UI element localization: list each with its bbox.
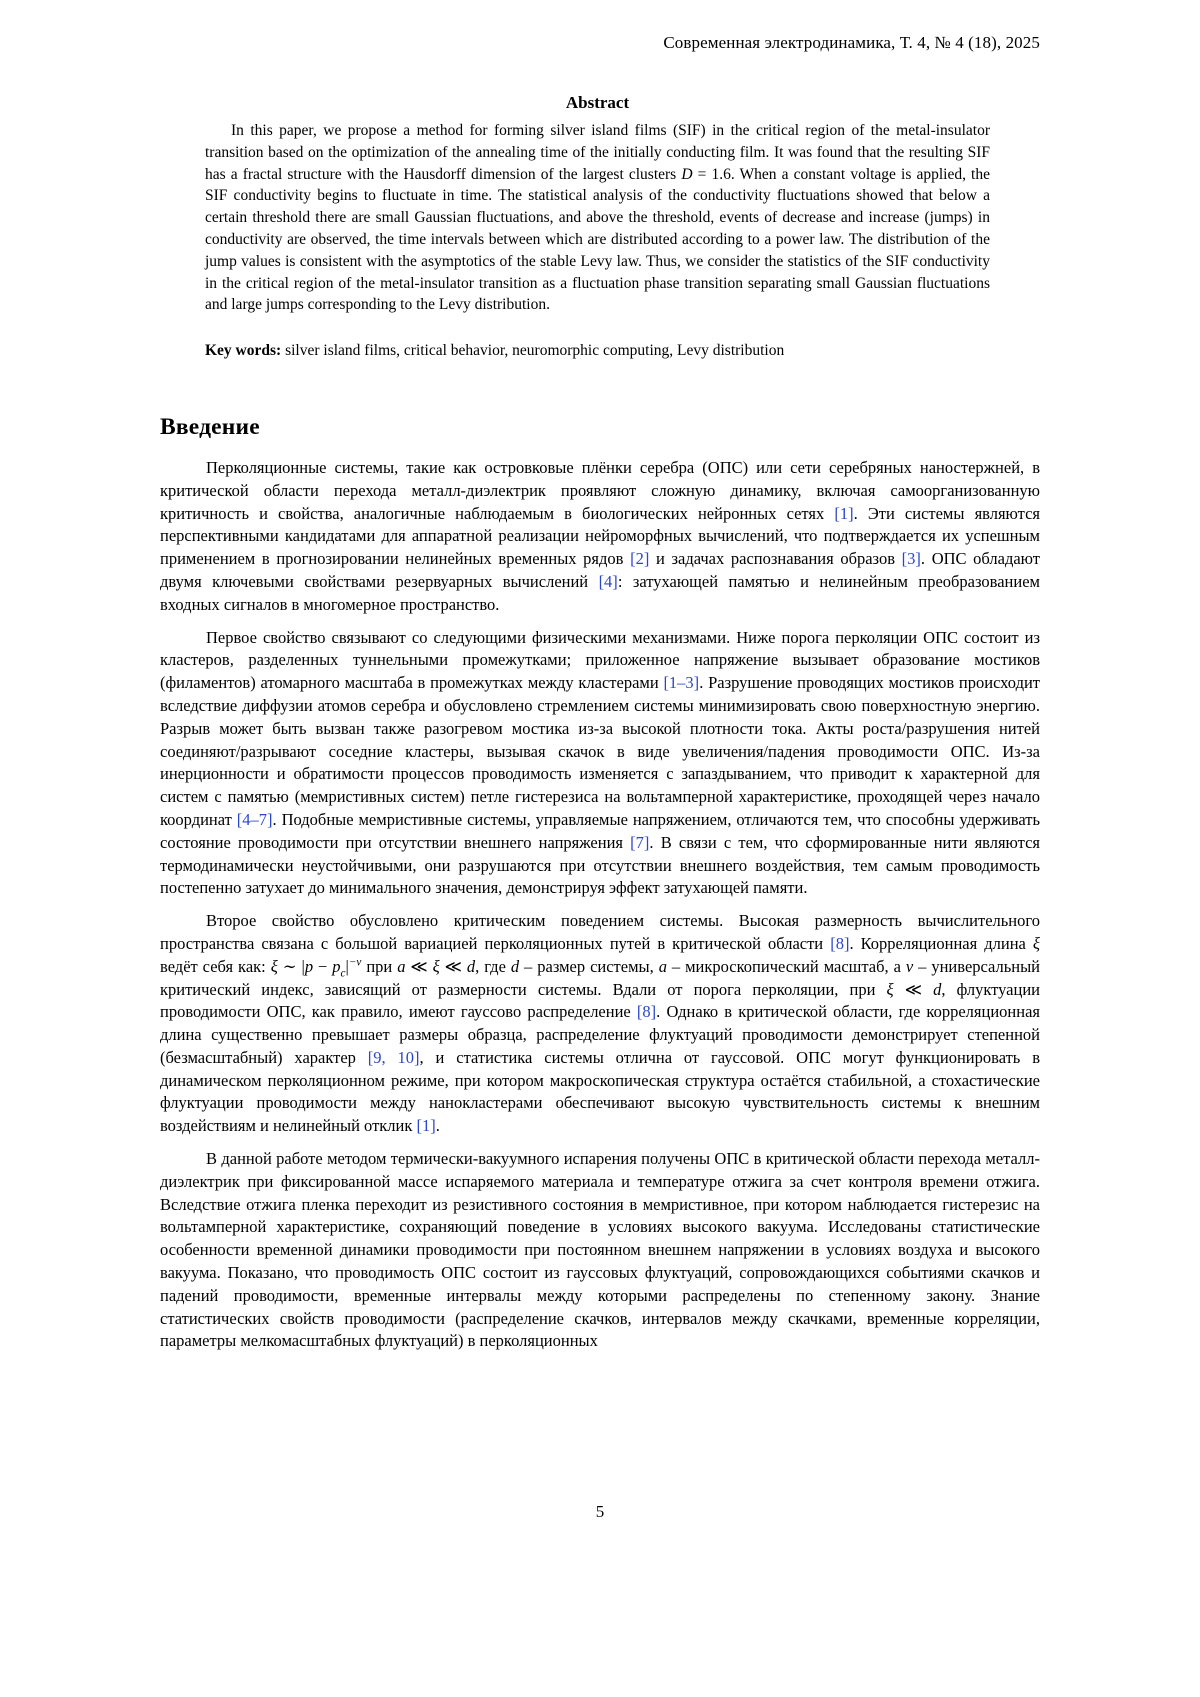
citation-link[interactable]: [4] bbox=[598, 571, 618, 591]
citation-link[interactable]: [3] bbox=[901, 549, 921, 569]
math-variable: a bbox=[397, 956, 406, 976]
citation-link[interactable]: [1–3] bbox=[663, 673, 700, 693]
section-title-introduction: Введение bbox=[160, 413, 260, 440]
body-paragraph: Второе свойство обусловлено критическим поведением системы. Высокая размерность вычислительного пространства связана с большой вариацией перколяционных путей в критической области [8]. Корреляционная длина ξ ведёт себя как: ξ ∼ $|p - p_c|^{-v}$ при a ≪ ξ ≪ d, где d – размер системы, a – микроскопический масштаб, а v – универсальный критический индекс, зависящий от размерности системы. Вдали от порога перколяции, при ξ ≪ d, флуктуации проводимости ОПС, как правило, имеют гауссово распределение [8]. Однако в критической области, где корреляционная длина существенно превышает размеры образца, распределение флуктуаций проводимости демонстрирует степенной (безмасштабный) характер [9, 10], и статистика системы отлична от гауссовой. ОПС могут функционировать в динамическом перколяционном режиме, при котором макроскопическая структура остаётся стабильной, а стохастические флуктуации проводимости между нанокластерами обеспечивают высокую чувствительность системы к внешним воздействиям и нелинейный отклик [1]. bbox=[160, 911, 1041, 1136]
keywords-label: Key words: bbox=[205, 342, 282, 360]
math-variable: ξ bbox=[886, 979, 894, 999]
citation-link[interactable]: [9, 10] bbox=[367, 1047, 420, 1067]
citation-link[interactable]: [1] bbox=[416, 1116, 436, 1136]
citation-link[interactable]: [1] bbox=[834, 503, 854, 523]
citation-link[interactable]: [4–7] bbox=[236, 809, 273, 829]
journal-running-header: Современная электродинамика, Т. 4, № 4 (18), 2025 bbox=[663, 33, 1040, 52]
keywords-text: silver island films, critical behavior, neuromorphic computing, Levy distribution bbox=[281, 342, 785, 360]
abstract-text: In this paper, we propose a method for forming silver island films (SIF) in the critical region of the metal-insulator transition based on the optimization of the annealing time of the initially conducting film. It was found that the resulting SIF has a fractal structure with the Hausdorff dimension of the largest clusters D = 1.6. When a constant voltage is applied, the SIF conductivity begins to fluctuate in time. The statistical analysis of the conductivity fluctuations showed that below a certain threshold there are small Gaussian fluctuations, and above the threshold, events of decrease and increase (jumps) in conductivity are observed, the time intervals between which are distributed according to a power law. The distribution of the jump values is consistent with the asymptotics of the stable Levy law. Thus, we consider the statistics of the SIF conductivity in the critical region of the metal-insulator transition as a fluctuation phase transition separating small Gaussian fluctuations and large jumps corresponding to the Levy distribution. bbox=[205, 122, 990, 314]
text-block bbox=[160, 0, 1040, 1353]
body-paragraph: Перколяционные системы, такие как островковые плёнки серебра (ОПС) или сети серебряных наностержней, в критической области перехода металл-диэлектрик проявляют сложную динамику, включая самоорганизованную критичность и свойства, аналогичные наблюдаемым в биологических нейронных сетях [1]. Эти системы являются перспективными кандидатами для аппаратной реализации нейроморфных вычислений, что подтверждается их успешным применением в прогнозировании нелинейных временных рядов [2] и задачах распознавания образов [3]. ОПС обладают двумя ключевыми свойствами резервуарных вычислений [4]: затухающей памятью и нелинейным преобразованием входных сигналов в многомерное пространство. bbox=[160, 457, 1041, 614]
math-variable: p bbox=[332, 956, 341, 976]
citation-link[interactable]: [2] bbox=[630, 549, 650, 569]
citation-link[interactable]: [8] bbox=[830, 933, 850, 953]
math-variable: ξ bbox=[432, 956, 440, 976]
math-variable: v bbox=[905, 956, 914, 976]
abstract-section bbox=[160, 93, 1040, 362]
page-number: 5 bbox=[595, 1502, 605, 1521]
citation-link[interactable]: [7] bbox=[630, 832, 650, 852]
article-body bbox=[160, 457, 1040, 1353]
math-variable: d bbox=[510, 956, 520, 976]
math-variable: a bbox=[658, 956, 667, 976]
math-variable: p bbox=[304, 956, 314, 976]
body-paragraph: В данной работе методом термически-вакуумного испарения получены ОПС в критической области перехода металл-диэлектрик при фиксированной массе испаряемого материала и температуре отжига за счет контроля времени отжига. Вследствие отжига пленка переходит из резистивного состояния в мемристивное, при котором наблюдается гистерезис на вольтамперной характеристике, сохраняющий поведение в условиях высокого вакуума. Исследованы статистические особенности временной динамики проводимости при постоянном внешнем напряжении в условиях воздуха и высокого вакуума. Показано, что проводимость ОПС состоит из гауссовых флуктуаций, сопровождающихся событиями скачков и падений проводимости, временные интервалы между которыми распределены по степенному закону. Знание статистических свойств проводимости (распределение скачков, интервалов между скачками, временные корреляции, параметры мелкомасштабных флуктуаций) в перколяционных bbox=[160, 1149, 1040, 1351]
math-variable: d bbox=[466, 956, 476, 976]
math-superscript: −v bbox=[348, 956, 362, 969]
citation-link[interactable]: [8] bbox=[636, 1002, 657, 1022]
math-variable: ξ bbox=[1032, 933, 1040, 953]
math-variable: ξ bbox=[270, 956, 278, 976]
math-variable: d bbox=[933, 979, 942, 999]
keywords-line bbox=[205, 340, 990, 362]
math-subscript: c bbox=[340, 967, 346, 979]
body-paragraph: Первое свойство связывают со следующими физическими механизмами. Ниже порога перколяции ОПС состоит из кластеров, разделенных туннельными промежутками; приложенное напряжение вызывает образование мостиков (филаментов) атомарного масштаба в промежутках между кластерами [1–3]. Разрушение проводящих мостиков происходит вследствие диффузии атомов серебра и обусловлено стремлением системы минимизировать свою поверхностную энергию. Разрыв может быть вызван также разогревом мостика из-за высокой плотности тока. Акты роста/разрушения нитей соединяют/разрывают соседние кластеры, вызывая скачок в виде увеличения/падения проводимости ОПС. Из-за инерционности и обратимости процессов проводимость изменяется с запаздыванием, что приводит к характерной для систем с памятью (мемристивных систем) петле гистерезиса на вольтамперной характеристике, проходящей через начало координат [4–7]. Подобные мемристивные системы, управляемые напряжением, отличаются тем, что способны удерживать состояние проводимости при отсутствии внешнего напряжения [7]. В связи с тем, что сформированные нити являются термодинамически неустойчивыми, они разрушаются при отсутствии внешнего воздействия, тем самым проводимость постепенно затухает до минимального значения, демонстрируя эффект затухающей памяти. bbox=[160, 627, 1041, 898]
math-variable: D bbox=[681, 165, 693, 183]
abstract-title: Abstract bbox=[565, 93, 630, 112]
